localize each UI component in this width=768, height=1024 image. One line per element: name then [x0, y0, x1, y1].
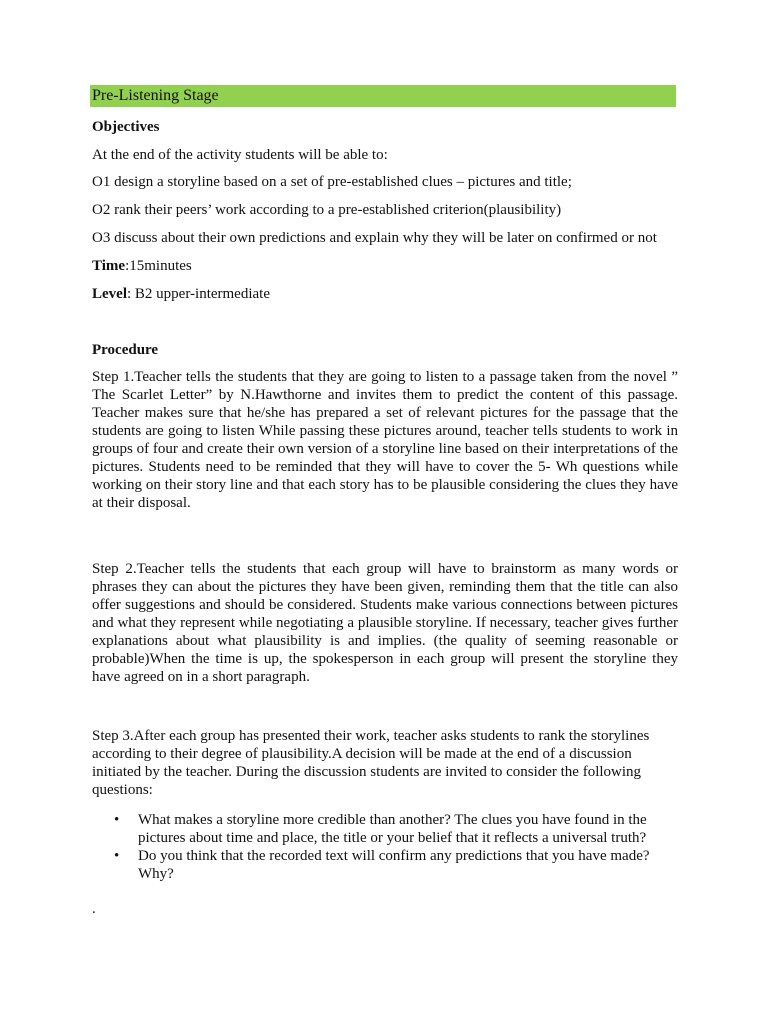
- trailing-mark: .: [92, 901, 96, 917]
- question-text: What makes a storyline more credible than another? The clues you have found in the pictures about time and place, the title or your belief that it reflects a universal truth?: [138, 812, 647, 846]
- procedure-heading: Procedure: [92, 342, 159, 358]
- time-value: :15minutes: [125, 258, 192, 274]
- stage-heading: Pre-Listening Stage: [90, 85, 676, 107]
- objective-o3: O3 discuss about their own predictions and explain why they will be later on confirmed or not: [92, 230, 657, 246]
- level-label: Level: [92, 286, 127, 302]
- bullet-icon: •: [114, 848, 120, 864]
- bullet-icon: •: [114, 812, 120, 828]
- list-item: [92, 811, 678, 847]
- objectives-heading: Objectives: [92, 119, 160, 135]
- time-line: [92, 257, 192, 275]
- level-line: [92, 285, 270, 303]
- objective-o1: O1 design a storyline based on a set of pre-established clues – pictures and title;: [92, 174, 572, 190]
- question-text: Do you think that the recorded text will confirm any predictions that you have made?Why?: [138, 848, 650, 882]
- level-value: : B2 upper-intermediate: [127, 286, 270, 302]
- step-3-paragraph: Step 3.After each group has presented their work, teacher asks students to rank the storylines according to their degree of plausibility.A decision will be made at the end of a discussion initiated by the teacher. During the discussion students are invited to consider the following questions:: [92, 728, 650, 798]
- question-list: [92, 811, 678, 883]
- time-label: Time: [92, 258, 126, 274]
- list-item: [92, 847, 678, 883]
- step-2-paragraph: Step 2.Teacher tells the students that each group will have to brainstorm as many words or phrases they can about the pictures they have been given, reminding them that the title can also offer suggestions and should be considered. Students make various connections between pictures and what they represent while negotiating a plausible storyline. If necessary, teacher gives further explanations about what plausibility is and implies. (the quality of seeming reasonable or probable)When the time is up, the spokesperson in each group will present the storyline they have agreed on in a short paragraph.: [92, 561, 678, 685]
- objective-o2: O2 rank their peers’ work according to a pre-established criterion(plausibility): [92, 202, 562, 218]
- step-1-paragraph: Step 1.Teacher tells the students that they are going to listen to a passage taken from the novel ” The Scarlet Letter” by N.Hawthorne and invites them to predict the content of this passage. Teacher makes sure that he/she has prepared a set of relevant pictures for the passage that the students are going to listen While passing these pictures around, teacher tells students to work in groups of four and create their own version of a storyline line based on their interpretations of the pictures. Students need to be reminded that they will have to cover the 5- Wh questions while working on their story line and that each story has to be plausible considering the clues they have at their disposal.: [92, 369, 678, 511]
- objectives-intro: At the end of the activity students will be able to:: [92, 147, 388, 163]
